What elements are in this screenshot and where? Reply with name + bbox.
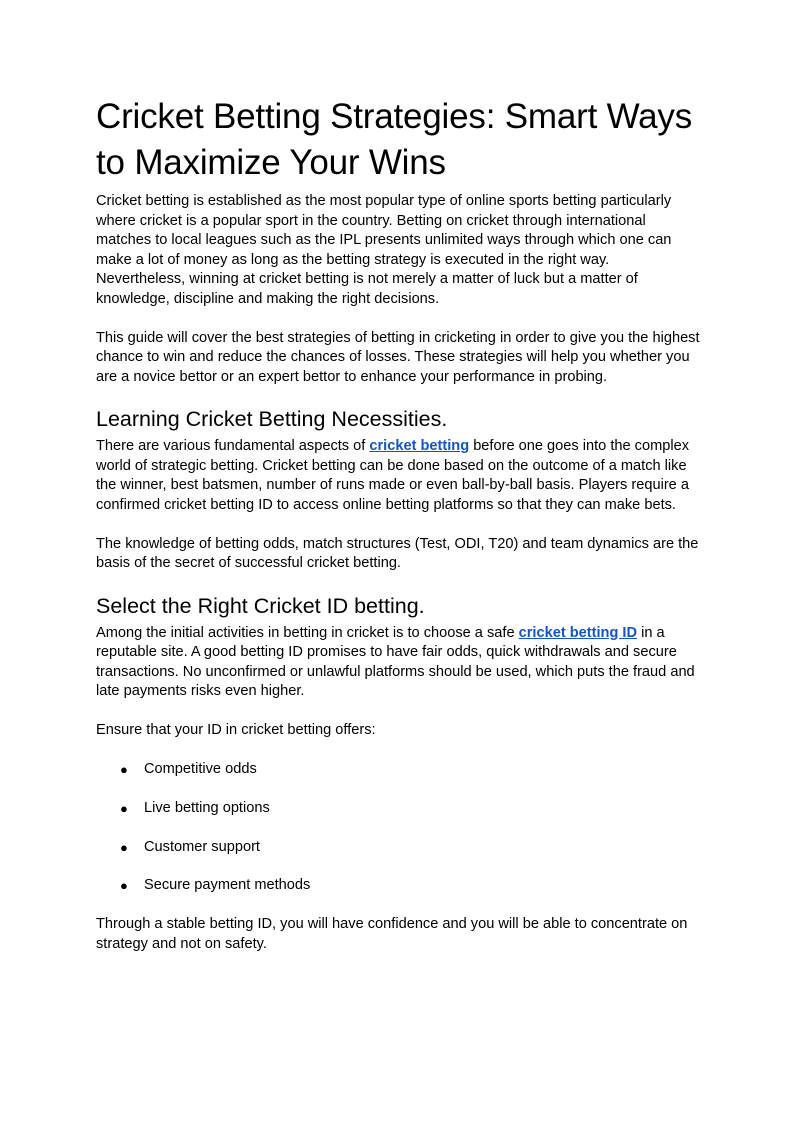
list-item [96, 876, 702, 896]
spacer [96, 741, 702, 761]
select-id-paragraph-2: Ensure that your ID in cricket betting offers: [96, 722, 376, 738]
bullet-icon: ● [120, 762, 128, 777]
bullet-icon: ● [120, 839, 128, 855]
text-run: Among the initial activities in betting in cricket is to choose a safe [96, 624, 519, 641]
list-item-text: Live betting options [144, 799, 270, 816]
cricket-betting-id-link[interactable]: cricket betting ID [518, 624, 638, 641]
features-list [96, 760, 702, 896]
bullet-icon: ● [120, 800, 128, 816]
text-run: before one goes into the complex world of strategic betting. Cricket betting can be done based on the outcome of a match like the winner, best batsmen, number of runs made or even ball-by-ball basis. Players require a confirmed cricket betting ID to access online betting platforms so that they can make bets. [96, 438, 690, 513]
list-item-text: Secure payment methods [144, 877, 311, 894]
page-title: Cricket Betting Strategies: Smart Ways to Maximize Your Wins [96, 97, 693, 182]
select-id-paragraph-3: Through a stable betting ID, you will have confidence and you will be able to concentrate on strategy and not on safety. [96, 916, 688, 952]
text-run: in a reputable site. A good betting ID promises to have fair odds, quick withdrawals and secure transactions. No unconfirmed or unlawful platforms should be used, which puts the fraud and late payments risks even higher. [96, 624, 695, 699]
list-item-text: Competitive odds [144, 761, 257, 777]
spacer [96, 702, 702, 722]
spacer [96, 309, 702, 329]
text-run: There are various fundamental aspects of [96, 438, 370, 454]
list-item-text: Customer support [144, 838, 260, 855]
bullet-icon: ● [120, 878, 128, 894]
spacer [96, 515, 702, 535]
necessities-paragraph-1 [96, 437, 702, 515]
list-item [96, 799, 702, 819]
intro-paragraph-1: Cricket betting is established as the most popular type of online sports betting particularly where cricket is a popular sport in the country. Betting on cricket through international matches to local leagues such as the IPL presents unlimited ways through which one can make a lot of money as long as the betting strategy is executed in the right way. Nevertheless, winning at cricket betting is not merely a matter of luck but a matter of knowledge, discipline and making the right decisions. [96, 193, 672, 307]
cricket-betting-link[interactable]: cricket betting [369, 438, 470, 454]
section-heading-necessities: Learning Cricket Betting Necessities. [96, 407, 448, 431]
intro-paragraph-2: This guide will cover the best strategies of betting in cricketing in order to give you the highest chance to win and reduce the chances of losses. These strategies will help you whether you are a novice bettor or an expert bettor to enhance your performance in probing. [96, 329, 700, 385]
necessities-paragraph-2: The knowledge of betting odds, match structures (Test, ODI, T20) and team dynamics are the basis of the secret of successful cricket betting. [96, 535, 699, 571]
section-necessities [96, 405, 702, 574]
list-item [96, 838, 702, 858]
document-page [96, 94, 702, 954]
select-id-paragraph-1 [96, 624, 702, 702]
list-item [96, 760, 702, 780]
section-heading-select-id: Select the Right Cricket ID betting. [96, 593, 425, 618]
section-select-id [96, 592, 702, 955]
